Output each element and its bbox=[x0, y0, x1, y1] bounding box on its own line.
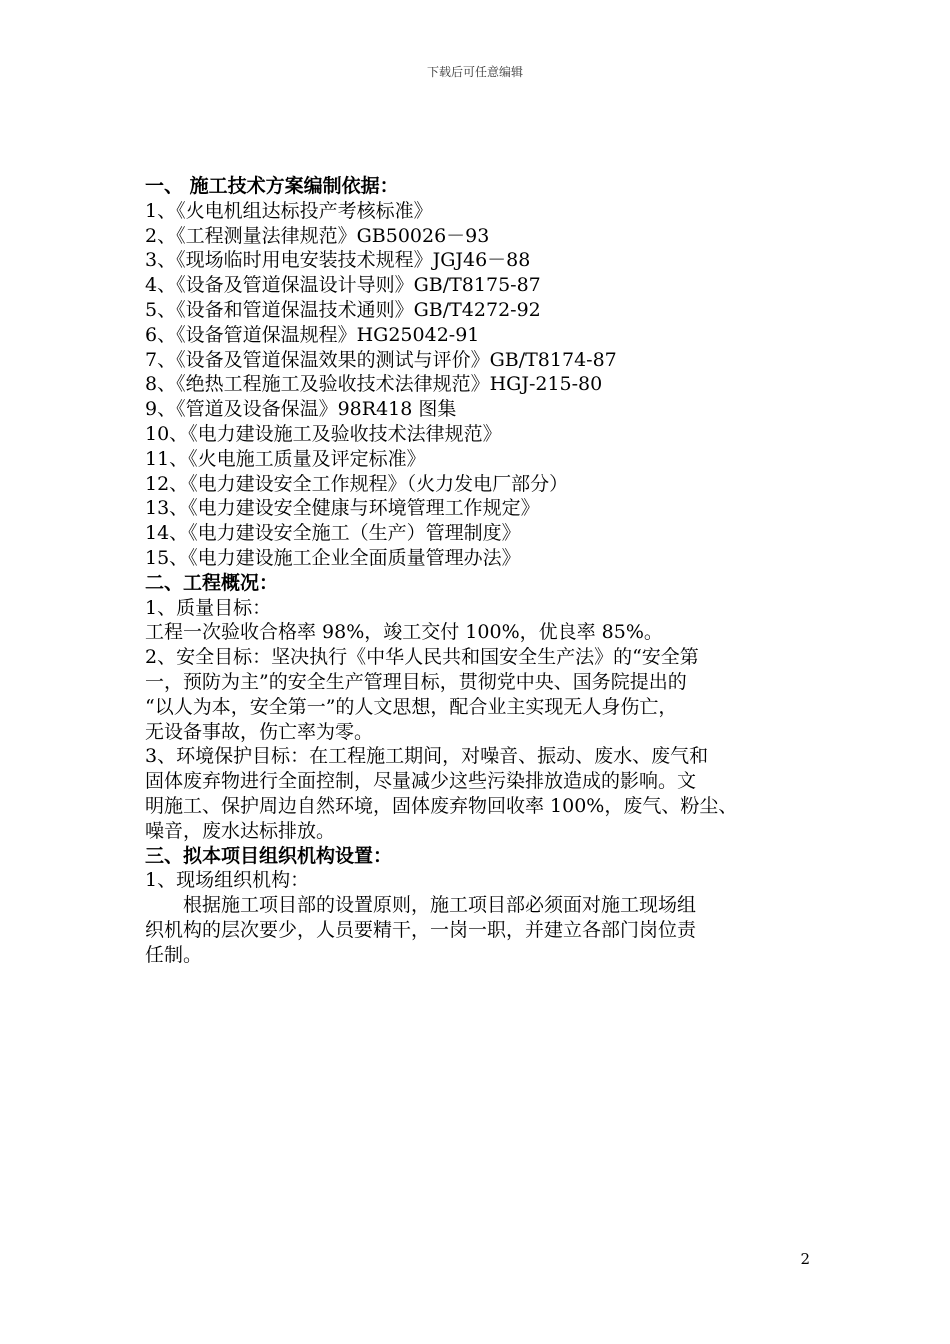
section-heading: 一、 施工技术方案编制依据： bbox=[145, 175, 399, 197]
paragraph-line: 3、环境保护目标：在工程施工期间，对噪音、振动、废水、废气和 bbox=[145, 745, 709, 768]
paragraph-line: 工程一次验收合格率 98%，竣工交付 100%，优良率 85%。 bbox=[145, 621, 663, 644]
reference-item-13: 13、《电力建设安全健康与环境管理工作规定》 bbox=[145, 497, 540, 520]
section-heading: 二、工程概况： bbox=[145, 571, 279, 594]
paragraph-line: 噪音，废水达标排放。 bbox=[145, 819, 336, 842]
reference-item-10: 10、《电力建设施工及验收技术法律规范》 bbox=[145, 422, 502, 445]
paragraph-line: 2、安全目标：坚决执行《中华人民共和国安全生产法》的“安全第 bbox=[145, 646, 699, 669]
paragraph-line: 1、现场组织机构： bbox=[145, 869, 310, 892]
document-body bbox=[145, 174, 830, 968]
reference-item-4: 4、《设备及管道保温设计导则》GB/T8175-87 bbox=[145, 274, 541, 297]
reference-item-6: 6、《设备管道保温规程》HG25042-91 bbox=[145, 323, 480, 346]
section-heading: 三、拟本项目组织机构设置： bbox=[145, 844, 393, 867]
section-organization-setup bbox=[145, 844, 830, 968]
reference-item-15: 15、《电力建设施工企业全面质量管理办法》 bbox=[145, 546, 521, 569]
paragraph-line: 固体废弃物进行全面控制，尽量减少这些污染排放造成的影响。文 bbox=[145, 770, 697, 793]
section-project-overview bbox=[145, 571, 830, 844]
paragraph-line: 任制。 bbox=[145, 943, 203, 966]
paragraph-line: 明施工、保护周边自然环境，固体废弃物回收率 100%，废气、粉尘、 bbox=[145, 794, 738, 817]
paragraph-line: “以人为本，安全第一”的人文思想，配合业主实现无人身伤亡， bbox=[145, 695, 678, 718]
paragraph-line: 无设备事故，伤亡率为零。 bbox=[145, 720, 374, 743]
reference-item-3: 3、《现场临时用电安装技术规程》JGJ46－88 bbox=[145, 249, 531, 272]
reference-item-1: 1、《火电机组达标投产考核标准》 bbox=[145, 199, 433, 222]
reference-item-11: 11、《火电施工质量及评定标准》 bbox=[145, 447, 426, 470]
paragraph-line: 根据施工项目部的设置原则，施工项目部必须面对施工现场组 bbox=[145, 894, 697, 917]
paragraph-line: 1、质量目标： bbox=[145, 596, 272, 619]
paragraph-line: 一，预防为主”的安全生产管理目标，贯彻党中央、国务院提出的 bbox=[145, 670, 687, 693]
reference-item-12: 12、《电力建设安全工作规程》（火力发电厂部分） bbox=[145, 472, 569, 495]
reference-item-5: 5、《设备和管道保温技术通则》GB/T4272-92 bbox=[145, 298, 541, 321]
page-number: 2 bbox=[800, 1250, 810, 1268]
paragraph-line: 织机构的层次要少，人员要精干，一岗一职，并建立各部门岗位责 bbox=[145, 918, 697, 941]
page-header-note: 下载后可任意编辑 bbox=[426, 65, 523, 79]
reference-item-2: 2、《工程测量法律规范》GB50026－93 bbox=[145, 224, 490, 247]
reference-item-7: 7、《设备及管道保温效果的测试与评价》GB/T8174-87 bbox=[145, 348, 617, 371]
reference-item-9: 9、《管道及设备保温》98R418 图集 bbox=[145, 398, 457, 421]
section-compilation-basis bbox=[145, 174, 830, 571]
reference-item-8: 8、《绝热工程施工及验收技术法律规范》HGJ-215-80 bbox=[145, 373, 603, 396]
reference-item-14: 14、《电力建设安全施工（生产）管理制度》 bbox=[145, 522, 521, 545]
